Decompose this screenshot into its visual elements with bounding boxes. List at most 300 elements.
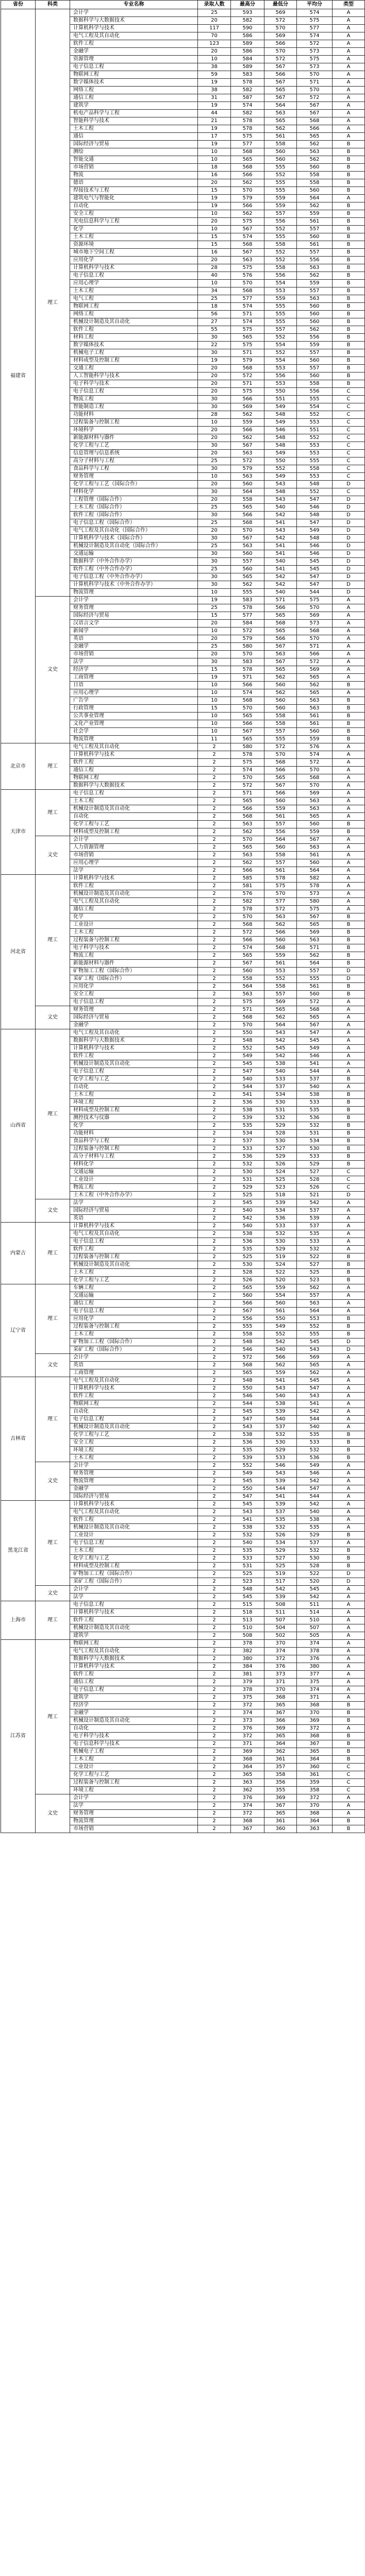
max-score-cell: 570 <box>231 280 264 287</box>
type-cell: C <box>333 450 365 457</box>
max-score-cell: 581 <box>231 883 264 890</box>
enrolled-cell: 31 <box>198 94 231 102</box>
enrolled-cell: 20 <box>198 372 231 380</box>
enrolled-cell: 2 <box>198 782 231 790</box>
avg-score-cell: 367 <box>297 1740 333 1748</box>
min-score-cell: 559 <box>264 1369 297 1377</box>
table-row <box>1 1601 365 1609</box>
enrolled-cell: 2 <box>198 1261 231 1269</box>
major-cell: 法学 <box>70 1199 198 1207</box>
enrolled-cell: 2 <box>198 1192 231 1199</box>
min-score-cell: 365 <box>264 1702 297 1709</box>
major-cell: 高分子材料与工程 <box>70 1153 198 1161</box>
type-cell: D <box>333 512 365 519</box>
type-cell: B <box>333 380 365 388</box>
enrolled-cell: 10 <box>198 720 231 728</box>
enrolled-cell: 19 <box>198 597 231 604</box>
enrolled-cell: 2 <box>198 1478 231 1485</box>
avg-score-cell: 370 <box>297 1802 333 1810</box>
type-cell: B <box>333 1161 365 1168</box>
min-score-cell: 564 <box>264 102 297 110</box>
enrolled-cell: 18 <box>198 303 231 311</box>
header-type: 类型 <box>333 1 365 9</box>
major-cell: 广告学 <box>70 697 198 705</box>
major-cell: 城市地下空间工程 <box>70 249 198 257</box>
major-cell: 人力资源管理 <box>70 844 198 852</box>
major-cell: 电气工程及其自动化 <box>70 743 198 751</box>
major-cell: 软件工程 <box>70 1671 198 1679</box>
min-score-cell: 567 <box>264 658 297 666</box>
min-score-cell: 530 <box>264 1138 297 1145</box>
avg-score-cell: 570 <box>297 87 333 94</box>
avg-score-cell: 557 <box>297 365 333 372</box>
type-cell: B <box>333 249 365 257</box>
subject-cell: 文史 <box>36 1586 70 1601</box>
type-cell: A <box>333 620 365 628</box>
major-cell: 通信工程 <box>70 1679 198 1686</box>
min-score-cell: 532 <box>264 1230 297 1238</box>
min-score-cell: 532 <box>264 1524 297 1532</box>
enrolled-cell: 2 <box>198 1686 231 1694</box>
type-cell: A <box>333 1408 365 1416</box>
min-score-cell: 559 <box>264 195 297 202</box>
avg-score-cell: 359 <box>297 1779 333 1787</box>
avg-score-cell: 543 <box>297 1393 333 1400</box>
min-score-cell: 569 <box>264 32 297 40</box>
enrolled-cell: 30 <box>198 581 231 589</box>
major-cell: 安全工程 <box>70 210 198 218</box>
avg-score-cell: 560 <box>297 164 333 172</box>
min-score-cell: 533 <box>264 1076 297 1083</box>
max-score-cell: 376 <box>231 1725 264 1733</box>
type-cell: A <box>333 774 365 782</box>
enrolled-cell: 2 <box>198 1825 231 1833</box>
enrolled-cell: 25 <box>198 295 231 303</box>
enrolled-cell: 2 <box>198 1671 231 1679</box>
avg-score-cell: 577 <box>297 25 333 32</box>
type-cell: D <box>333 566 365 573</box>
max-score-cell: 566 <box>231 805 264 813</box>
type-cell: A <box>333 125 365 133</box>
max-score-cell: 566 <box>231 937 264 944</box>
max-score-cell: 525 <box>231 1253 264 1261</box>
enrolled-cell: 2 <box>198 944 231 952</box>
min-score-cell: 538 <box>264 1400 297 1408</box>
major-cell: 网络工程 <box>70 311 198 318</box>
max-score-cell: 582 <box>231 87 264 94</box>
enrolled-cell: 2 <box>198 1223 231 1230</box>
max-score-cell: 378 <box>231 1640 264 1648</box>
enrolled-cell: 10 <box>198 473 231 481</box>
min-score-cell: 535 <box>264 1516 297 1524</box>
type-cell: A <box>333 612 365 620</box>
max-score-cell: 582 <box>231 898 264 906</box>
major-cell: 交通运输 <box>70 550 198 558</box>
type-cell: B <box>333 1439 365 1447</box>
min-score-cell: 542 <box>264 1586 297 1594</box>
max-score-cell: 566 <box>231 1300 264 1308</box>
type-cell: A <box>333 852 365 859</box>
major-cell: 英语 <box>70 1215 198 1223</box>
min-score-cell: 560 <box>264 697 297 705</box>
max-score-cell: 571 <box>231 790 264 798</box>
avg-score-cell: 541 <box>297 1400 333 1408</box>
min-score-cell: 550 <box>264 1315 297 1323</box>
max-score-cell: 549 <box>231 1053 264 1060</box>
max-score-cell: 525 <box>231 1570 264 1578</box>
avg-score-cell: 528 <box>297 1563 333 1570</box>
major-cell: 化学工程与工艺（国际合作） <box>70 481 198 488</box>
subject-cell: 文史 <box>36 1006 70 1029</box>
avg-score-cell: 542 <box>297 1408 333 1416</box>
type-cell: A <box>333 759 365 767</box>
avg-score-cell: 549 <box>297 1045 333 1053</box>
enrolled-cell: 10 <box>198 148 231 156</box>
enrolled-cell: 2 <box>198 1431 231 1439</box>
avg-score-cell: 557 <box>297 1292 333 1300</box>
major-cell: 电子信息工程 <box>70 63 198 71</box>
province-cell: 内蒙古 <box>1 1223 36 1284</box>
min-score-cell: 539 <box>264 1478 297 1485</box>
avg-score-cell: 562 <box>297 326 333 334</box>
major-cell: 自动化 <box>70 813 198 821</box>
max-score-cell: 555 <box>231 589 264 597</box>
major-cell: 测控技术与仪器 <box>70 1114 198 1122</box>
min-score-cell: 371 <box>264 1679 297 1686</box>
max-score-cell: 575 <box>231 998 264 1006</box>
avg-score-cell: 571 <box>297 643 333 651</box>
avg-score-cell: 511 <box>297 1601 333 1609</box>
avg-score-cell: 537 <box>297 1207 333 1215</box>
enrolled-cell: 19 <box>198 79 231 87</box>
major-cell: 经济学 <box>70 1702 198 1709</box>
major-cell: 土木工程（中外合作办学） <box>70 1192 198 1199</box>
min-score-cell: 533 <box>264 1454 297 1462</box>
enrolled-cell: 2 <box>198 1315 231 1323</box>
enrolled-cell: 2 <box>198 1014 231 1022</box>
avg-score-cell: 572 <box>297 94 333 102</box>
min-score-cell: 568 <box>264 944 297 952</box>
major-cell: 焊接技术与工程 <box>70 187 198 195</box>
type-cell: A <box>333 1686 365 1694</box>
min-score-cell: 558 <box>264 720 297 728</box>
max-score-cell: 565 <box>231 713 264 720</box>
min-score-cell: 570 <box>264 890 297 898</box>
table-row <box>1 1501 365 1509</box>
min-score-cell: 541 <box>264 566 297 573</box>
type-cell: B <box>333 202 365 210</box>
avg-score-cell: 535 <box>297 1524 333 1532</box>
max-score-cell: 543 <box>231 1423 264 1431</box>
max-score-cell: 547 <box>231 1068 264 1076</box>
min-score-cell: 555 <box>264 303 297 311</box>
type-cell: A <box>333 1215 365 1223</box>
type-cell: B <box>333 311 365 318</box>
type-cell: A <box>333 1617 365 1624</box>
major-cell: 高分子材料与工程 <box>70 457 198 465</box>
table-row <box>1 1223 365 1230</box>
avg-score-cell: 560 <box>297 318 333 326</box>
header-avg: 平均分 <box>297 1 333 9</box>
max-score-cell: 567 <box>231 226 264 233</box>
min-score-cell: 560 <box>264 798 297 805</box>
avg-score-cell: 578 <box>297 883 333 890</box>
type-cell: C <box>333 1168 365 1176</box>
major-cell: 物联网工程 <box>70 303 198 311</box>
major-cell: 物联网工程 <box>70 1640 198 1648</box>
max-score-cell: 535 <box>231 1122 264 1130</box>
type-cell: A <box>333 1655 365 1663</box>
type-cell: B <box>333 1107 365 1114</box>
max-score-cell: 583 <box>231 658 264 666</box>
enrolled-cell: 2 <box>198 805 231 813</box>
avg-score-cell: 558 <box>297 465 333 473</box>
major-cell: 智能科学与技术 <box>70 117 198 125</box>
enrolled-cell: 2 <box>198 1292 231 1300</box>
type-cell: A <box>333 883 365 890</box>
max-score-cell: 577 <box>231 141 264 148</box>
avg-score-cell: 545 <box>297 558 333 566</box>
enrolled-cell: 2 <box>198 1717 231 1725</box>
max-score-cell: 584 <box>231 620 264 628</box>
avg-score-cell: 552 <box>297 411 333 419</box>
enrolled-cell: 2 <box>198 821 231 828</box>
subject-cell: 理工 <box>36 1640 70 1794</box>
type-cell: A <box>333 1516 365 1524</box>
province-cell: 辽宁省 <box>1 1284 36 1377</box>
enrolled-cell: 2 <box>198 1277 231 1284</box>
avg-score-cell: 574 <box>297 32 333 40</box>
type-cell: B <box>333 1532 365 1539</box>
enrolled-cell: 2 <box>198 998 231 1006</box>
major-cell: 汉语言文学 <box>70 620 198 628</box>
avg-score-cell: 560 <box>297 821 333 828</box>
min-score-cell: 560 <box>264 156 297 164</box>
max-score-cell: 373 <box>231 1717 264 1725</box>
min-score-cell: 540 <box>264 504 297 512</box>
min-score-cell: 562 <box>264 125 297 133</box>
type-cell: A <box>333 1006 365 1014</box>
type-cell: D <box>333 1192 365 1199</box>
type-cell: D <box>333 581 365 589</box>
max-score-cell: 549 <box>231 1470 264 1478</box>
avg-score-cell: 565 <box>297 1014 333 1022</box>
major-cell: 德语 <box>70 179 198 187</box>
max-score-cell: 550 <box>231 1485 264 1493</box>
avg-score-cell: 547 <box>297 1029 333 1037</box>
max-score-cell: 565 <box>231 156 264 164</box>
subject-cell: 文史 <box>36 597 70 743</box>
avg-score-cell: 570 <box>297 635 333 643</box>
min-score-cell: 559 <box>264 952 297 960</box>
enrolled-cell: 10 <box>198 589 231 597</box>
avg-score-cell: 573 <box>297 620 333 628</box>
major-cell: 化学工程与工艺 <box>70 1771 198 1779</box>
min-score-cell: 529 <box>264 1153 297 1161</box>
min-score-cell: 569 <box>264 9 297 17</box>
avg-score-cell: 543 <box>297 1346 333 1354</box>
min-score-cell: 572 <box>264 743 297 751</box>
avg-score-cell: 549 <box>297 1462 333 1470</box>
major-cell: 计算机科学与技术 <box>70 1045 198 1053</box>
max-score-cell: 568 <box>231 287 264 295</box>
min-score-cell: 567 <box>264 79 297 87</box>
type-cell: B <box>333 365 365 372</box>
max-score-cell: 567 <box>231 728 264 736</box>
min-score-cell: 527 <box>264 1555 297 1563</box>
min-score-cell: 511 <box>264 1609 297 1617</box>
max-score-cell: 574 <box>231 767 264 774</box>
major-cell: 矿物加工工程（国际合作） <box>70 1338 198 1346</box>
max-score-cell: 568 <box>231 365 264 372</box>
type-cell: B <box>333 318 365 326</box>
major-cell: 物流管理 <box>70 1818 198 1825</box>
major-cell: 过程装备与控制工程 <box>70 1145 198 1153</box>
min-score-cell: 558 <box>264 713 297 720</box>
major-cell: 国际经济与贸易 <box>70 141 198 148</box>
type-cell: A <box>333 117 365 125</box>
max-score-cell: 583 <box>231 597 264 604</box>
type-cell: A <box>333 1725 365 1733</box>
type-cell: A <box>333 25 365 32</box>
enrolled-cell: 20 <box>198 496 231 504</box>
min-score-cell: 570 <box>264 48 297 56</box>
enrolled-cell: 2 <box>198 867 231 875</box>
avg-score-cell: 368 <box>297 1733 333 1740</box>
enrolled-cell: 2 <box>198 1663 231 1671</box>
max-score-cell: 568 <box>231 241 264 249</box>
min-score-cell: 543 <box>264 481 297 488</box>
avg-score-cell: 561 <box>297 241 333 249</box>
avg-score-cell: 533 <box>297 1099 333 1107</box>
max-score-cell: 538 <box>231 1107 264 1114</box>
avg-score-cell: 563 <box>297 844 333 852</box>
major-cell: 软件工程（中外合作办学） <box>70 566 198 573</box>
avg-score-cell: 562 <box>297 1369 333 1377</box>
enrolled-cell: 30 <box>198 396 231 403</box>
major-cell: 法学 <box>70 1802 198 1810</box>
max-score-cell: 538 <box>231 1230 264 1238</box>
avg-score-cell: 507 <box>297 1624 333 1632</box>
major-cell: 机械电子工程 <box>70 1748 198 1756</box>
major-cell: 国际经济与贸易 <box>70 1014 198 1022</box>
type-cell: B <box>333 156 365 164</box>
table-row <box>1 1006 365 1014</box>
min-score-cell: 566 <box>264 71 297 79</box>
avg-score-cell: 559 <box>297 342 333 349</box>
max-score-cell: 540 <box>231 1207 264 1215</box>
max-score-cell: 544 <box>231 1400 264 1408</box>
avg-score-cell: 570 <box>297 604 333 612</box>
enrolled-cell: 59 <box>198 71 231 79</box>
type-cell: A <box>333 813 365 821</box>
enrolled-cell: 2 <box>198 1787 231 1794</box>
enrolled-cell: 2 <box>198 1640 231 1648</box>
province-cell: 黑龙江省 <box>1 1501 36 1601</box>
type-cell: C <box>333 403 365 411</box>
min-score-cell: 566 <box>264 1354 297 1362</box>
min-score-cell: 553 <box>264 380 297 388</box>
max-score-cell: 374 <box>231 1709 264 1717</box>
avg-score-cell: 561 <box>297 720 333 728</box>
min-score-cell: 546 <box>264 1462 297 1470</box>
enrolled-cell: 2 <box>198 1083 231 1091</box>
type-cell: A <box>333 798 365 805</box>
type-cell: B <box>333 303 365 311</box>
enrolled-cell: 2 <box>198 1679 231 1686</box>
min-score-cell: 358 <box>264 1771 297 1779</box>
major-cell: 数据科学与大数据技术 <box>70 1037 198 1045</box>
avg-score-cell: 556 <box>297 388 333 396</box>
enrolled-cell: 20 <box>198 179 231 187</box>
min-score-cell: 568 <box>264 620 297 628</box>
table-row <box>1 9 365 17</box>
min-score-cell: 524 <box>264 1168 297 1176</box>
avg-score-cell: 553 <box>297 1315 333 1323</box>
enrolled-cell: 2 <box>198 983 231 991</box>
enrolled-cell: 25 <box>198 604 231 612</box>
max-score-cell: 380 <box>231 1655 264 1663</box>
min-score-cell: 530 <box>264 1099 297 1107</box>
major-cell: 过程装备与控制工程 <box>70 1323 198 1331</box>
major-cell: 电子信息科学与技术 <box>70 1740 198 1748</box>
max-score-cell: 584 <box>231 56 264 63</box>
type-cell: B <box>333 233 365 241</box>
major-cell: 电气工程及其自动化 <box>70 1648 198 1655</box>
major-cell: 光电信息科学与工程 <box>70 218 198 226</box>
max-score-cell: 548 <box>231 1377 264 1385</box>
enrolled-cell: 2 <box>198 844 231 852</box>
major-cell: 法学 <box>70 1594 198 1601</box>
enrolled-cell: 30 <box>198 442 231 450</box>
province-cell: 北京市 <box>1 743 36 790</box>
avg-score-cell: 576 <box>297 743 333 751</box>
max-score-cell: 571 <box>231 311 264 318</box>
type-cell: B <box>333 828 365 836</box>
major-cell: 财务管理 <box>70 1006 198 1014</box>
min-score-cell: 565 <box>264 117 297 125</box>
avg-score-cell: 549 <box>297 527 333 535</box>
type-cell: A <box>333 1648 365 1655</box>
major-cell: 社会学 <box>70 728 198 736</box>
enrolled-cell: 2 <box>198 1176 231 1184</box>
major-cell: 化学工程与工艺 <box>70 1076 198 1083</box>
type-cell: A <box>333 1416 365 1423</box>
type-cell: A <box>333 1045 365 1053</box>
major-cell: 应用心理学 <box>70 689 198 697</box>
max-score-cell: 536 <box>231 1153 264 1161</box>
major-cell: 土木工程 <box>70 1756 198 1764</box>
type-cell: B <box>333 342 365 349</box>
min-score-cell: 562 <box>264 1362 297 1369</box>
enrolled-cell: 21 <box>198 117 231 125</box>
major-cell: 计算机科学与技术 <box>70 1385 198 1393</box>
enrolled-cell: 2 <box>198 1199 231 1207</box>
enrolled-cell: 2 <box>198 852 231 859</box>
major-cell: 国际经济与贸易 <box>70 612 198 620</box>
min-score-cell: 555 <box>264 318 297 326</box>
type-cell: A <box>333 1493 365 1501</box>
enrolled-cell: 2 <box>198 960 231 968</box>
major-cell: 土木工程 <box>70 1454 198 1462</box>
enrolled-cell: 10 <box>198 728 231 736</box>
avg-score-cell: 544 <box>297 1493 333 1501</box>
avg-score-cell: 560 <box>297 303 333 311</box>
major-cell: 物流管理 <box>70 1478 198 1485</box>
type-cell: A <box>333 898 365 906</box>
min-score-cell: 567 <box>264 94 297 102</box>
subject-cell: 理工 <box>36 9 70 597</box>
